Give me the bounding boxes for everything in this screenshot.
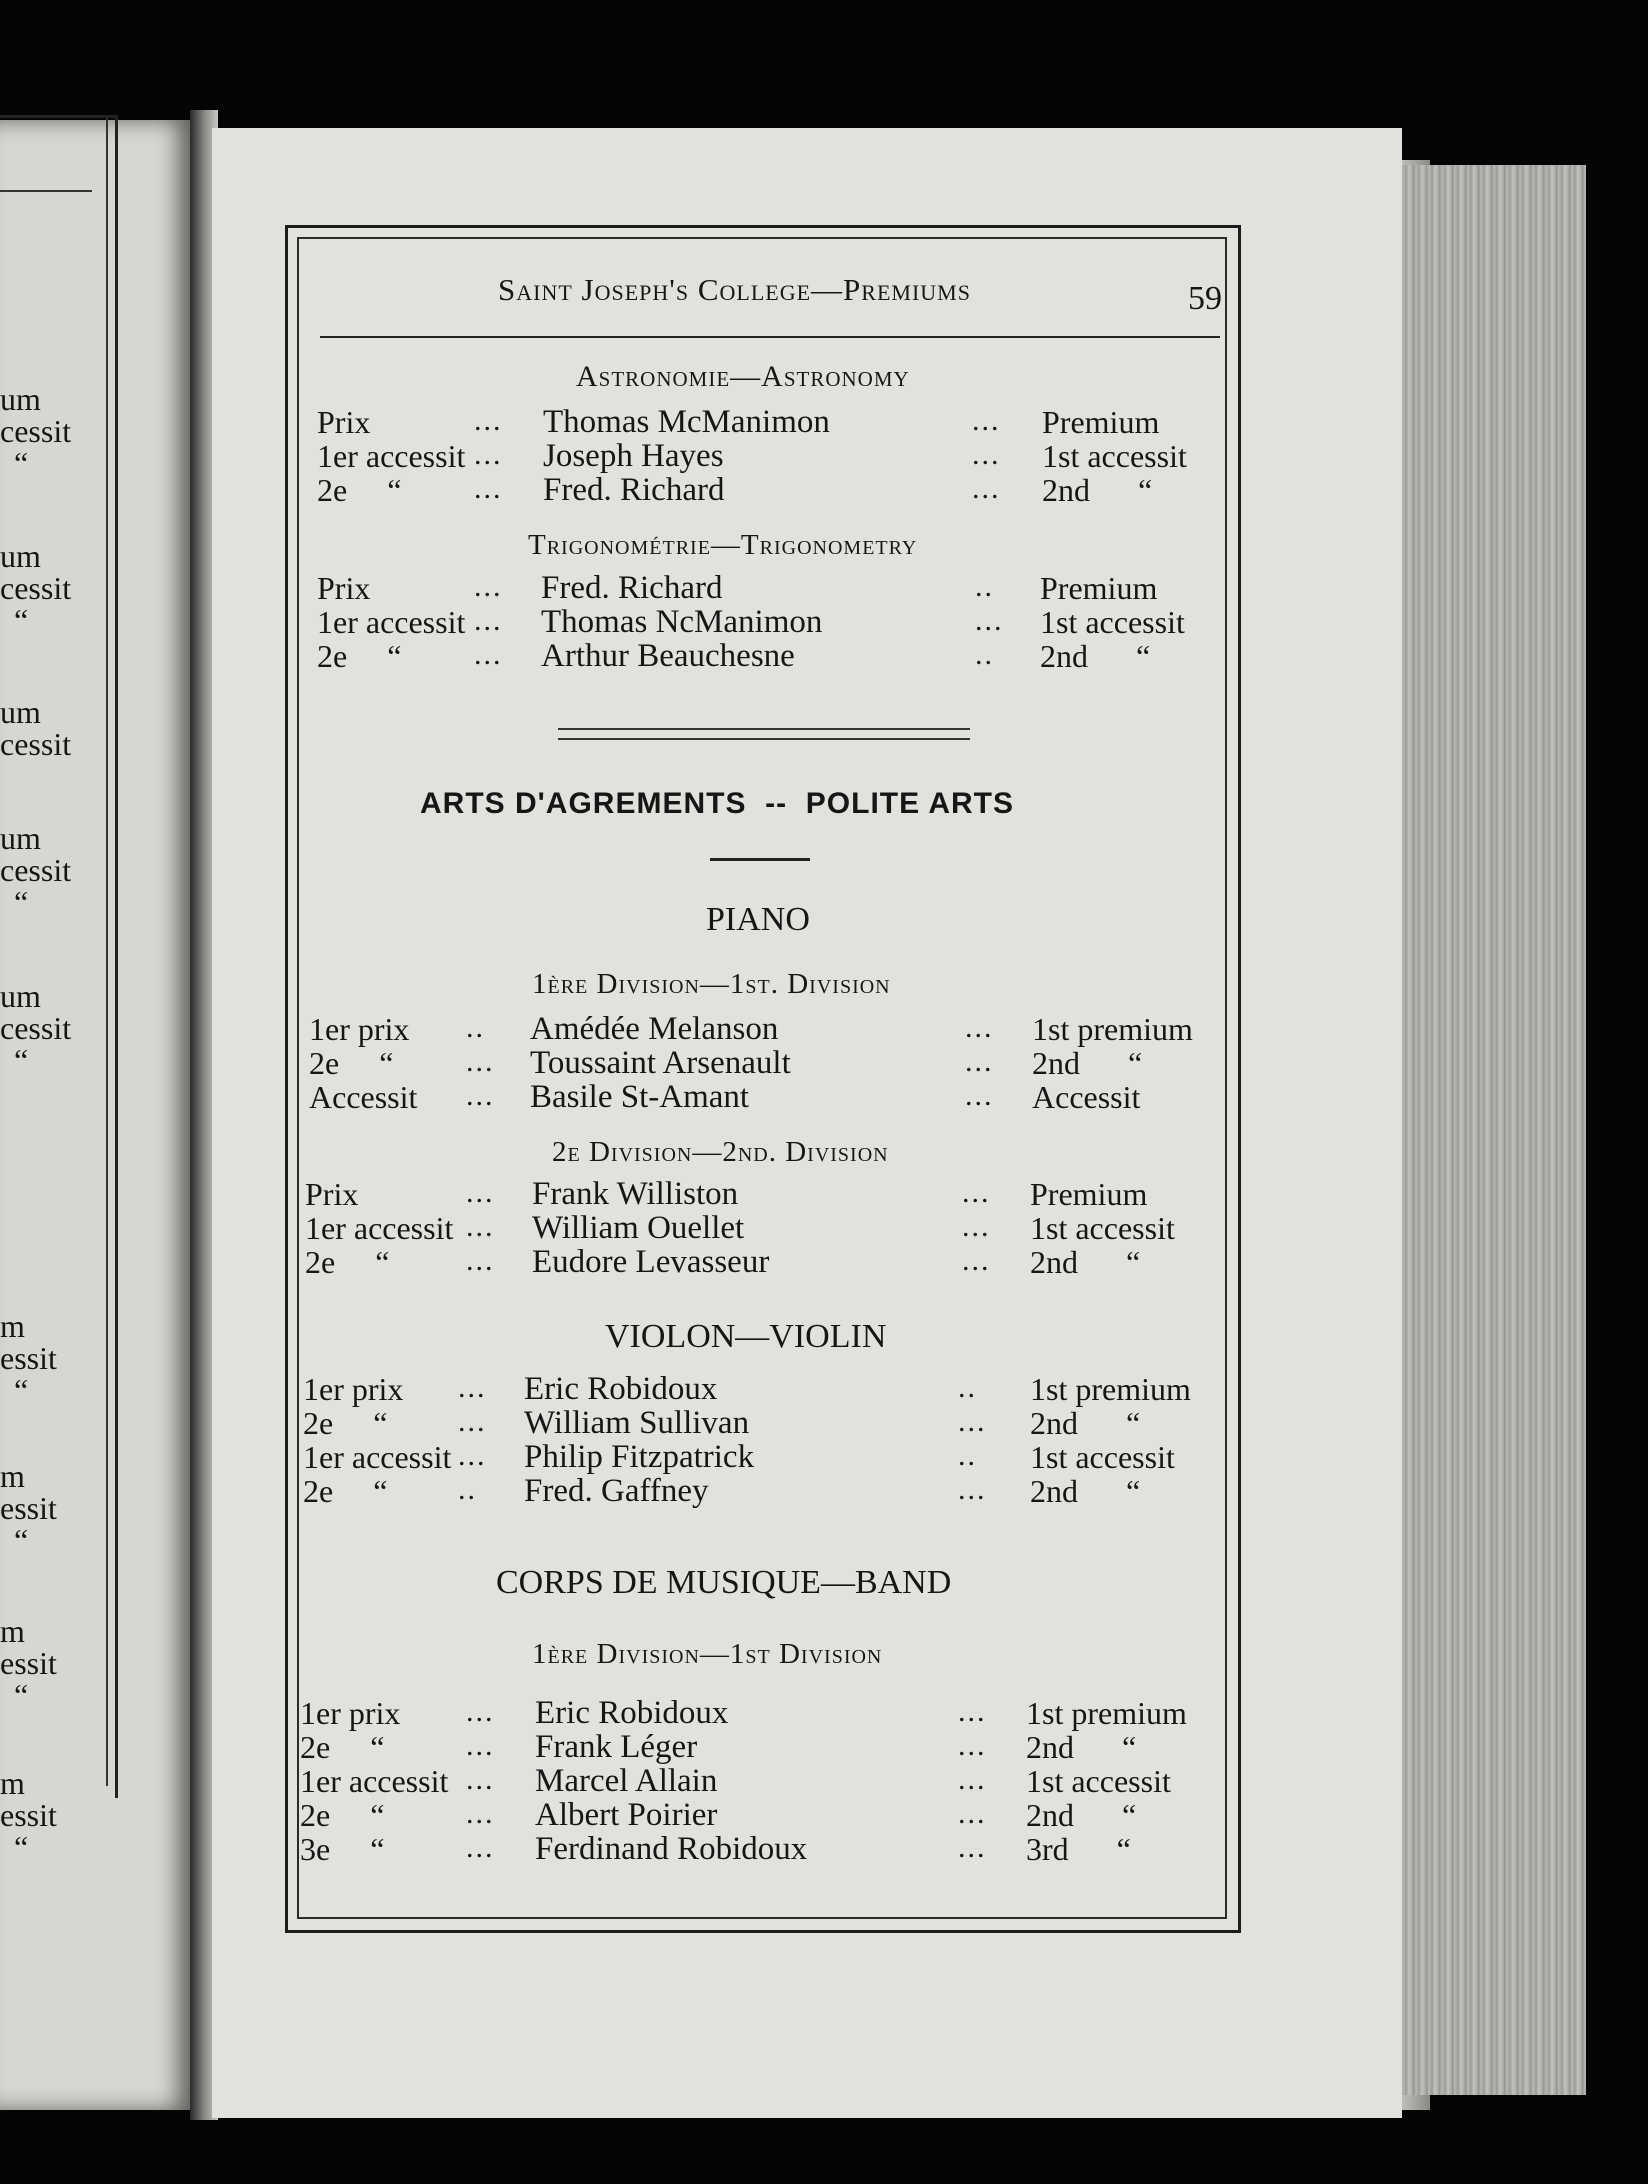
astronomy-heading: Astronomie—Astronomy [576, 360, 910, 393]
award-rank: 1st accessit [1040, 604, 1185, 640]
leader-dots: ... [466, 1079, 495, 1112]
award-label: Prix [317, 570, 371, 606]
award-rank: 2nd “ [1026, 1797, 1137, 1833]
leader-dots: ... [972, 472, 1001, 505]
award-label: 2e “ [317, 638, 402, 674]
award-label: 1er accessit [317, 438, 466, 474]
leader-dots: ... [474, 438, 503, 471]
piano-division-2-heading: 2e Division—2nd. Division [552, 1136, 889, 1168]
left-page-fragment: m [0, 1308, 25, 1344]
winner-name: Thomas NcManimon [541, 604, 823, 640]
award-rank: Premium [1042, 404, 1160, 440]
leader-dots: ... [962, 1210, 991, 1243]
award-label: 2e “ [317, 472, 402, 508]
award-rank: 2nd “ [1026, 1729, 1137, 1765]
leader-dots: ... [474, 604, 503, 637]
winner-name: Eudore Levasseur [532, 1244, 770, 1280]
award-label: 2e “ [303, 1473, 388, 1509]
award-label: 1er prix [303, 1371, 404, 1407]
winner-name: William Sullivan [524, 1405, 750, 1441]
piano-heading: PIANO [706, 901, 810, 938]
left-page-fragment: cessit [0, 570, 72, 606]
award-label: 2e “ [303, 1405, 388, 1441]
left-page-fragment: m [0, 1765, 25, 1801]
award-label: 1er prix [300, 1695, 401, 1731]
winner-name: Fred. Richard [543, 472, 725, 508]
leader-dots: ... [958, 1797, 987, 1830]
leader-dots: .. [958, 1371, 977, 1404]
piano-division-1-heading: 1ère Division—1st. Division [532, 968, 891, 1000]
left-page-fragment: “ [14, 1829, 29, 1865]
leader-dots: ... [958, 1763, 987, 1796]
leader-dots: ... [474, 638, 503, 671]
award-label: 3e “ [300, 1831, 385, 1867]
winner-name: Frank Williston [532, 1176, 739, 1212]
left-page-fragment: “ [14, 1677, 29, 1713]
violin-heading: VIOLON—VIOLIN [605, 1318, 887, 1355]
leader-dots: ... [474, 570, 503, 603]
left-page-fragment: um [0, 538, 41, 574]
winner-name: Arthur Beauchesne [541, 638, 795, 674]
leader-dots: ... [466, 1244, 495, 1277]
divider-rule-top [558, 728, 970, 730]
award-rank: 2nd “ [1030, 1405, 1141, 1441]
left-page-fragment: cessit [0, 413, 72, 449]
winner-name: Fred. Gaffney [524, 1473, 709, 1509]
left-page-fragment: um [0, 694, 41, 730]
winner-name: Frank Léger [535, 1729, 698, 1765]
leader-dots: ... [466, 1210, 495, 1243]
award-label: 2e “ [309, 1045, 394, 1081]
award-label: 1er accessit [317, 604, 466, 640]
leader-dots: ... [958, 1695, 987, 1728]
left-page-fragment: cessit [0, 1010, 72, 1046]
divider-rule-bottom [558, 738, 970, 740]
award-rank: 2nd “ [1030, 1473, 1141, 1509]
leader-dots: ... [975, 604, 1004, 637]
award-label: 1er accessit [303, 1439, 452, 1475]
leader-dots: ... [965, 1045, 994, 1078]
award-rank: 1st accessit [1030, 1210, 1175, 1246]
leader-dots: ... [466, 1176, 495, 1209]
award-label: Prix [305, 1176, 359, 1212]
winner-name: Marcel Allain [535, 1763, 718, 1799]
leader-dots: ... [466, 1729, 495, 1762]
header-rule [320, 336, 1220, 338]
left-page-fragment: m [0, 1613, 25, 1649]
leader-dots: ... [466, 1797, 495, 1830]
leader-dots: .. [458, 1473, 477, 1506]
left-page-fragment: “ [14, 884, 29, 920]
winner-name: Basile St-Amant [530, 1079, 750, 1115]
award-rank: 1st premium [1026, 1695, 1187, 1731]
leader-dots: ... [458, 1371, 487, 1404]
leader-dots: ... [474, 472, 503, 505]
left-page-fragment: cessit [0, 726, 72, 762]
award-rank: 2nd “ [1032, 1045, 1143, 1081]
winner-name: Albert Poirier [535, 1797, 718, 1833]
leader-dots: ... [474, 404, 503, 437]
leader-dots: ... [458, 1405, 487, 1438]
left-page-fragment: “ [14, 1042, 29, 1078]
winner-name: William Ouellet [532, 1210, 745, 1246]
award-rank: Premium [1040, 570, 1158, 606]
leader-dots: ... [972, 438, 1001, 471]
leader-dots: ... [958, 1831, 987, 1864]
leader-dots: ... [466, 1045, 495, 1078]
award-rank: 2nd “ [1030, 1244, 1141, 1280]
left-page-fragment: m [0, 1458, 25, 1494]
section-rule [710, 858, 810, 861]
winner-name: Toussaint Arsenault [530, 1045, 791, 1081]
award-label: 1er accessit [300, 1763, 449, 1799]
award-rank: 2nd “ [1040, 638, 1151, 674]
left-page-fragment: um [0, 381, 41, 417]
leader-dots: ... [466, 1763, 495, 1796]
left-page-fragment: “ [14, 445, 29, 481]
winner-name: Joseph Hayes [543, 438, 724, 474]
left-page-fragment: essit [0, 1340, 57, 1376]
trigonometry-heading: Trigonométrie—Trigonometry [528, 529, 918, 561]
winner-name: Amédée Melanson [530, 1011, 779, 1047]
award-label: Accessit [309, 1079, 418, 1115]
award-rank: 1st premium [1030, 1371, 1191, 1407]
winner-name: Philip Fitzpatrick [524, 1439, 755, 1475]
left-page-fragment: um [0, 978, 41, 1014]
section-heading: ARTS D'AGREMENTS -- POLITE ARTS [420, 787, 1015, 820]
left-page-fragment: essit [0, 1645, 57, 1681]
award-rank: Premium [1030, 1176, 1148, 1212]
running-header: Saint Joseph's College—Premiums [498, 272, 971, 307]
leader-dots: ... [958, 1729, 987, 1762]
award-label: 2e “ [300, 1797, 385, 1833]
winner-name: Thomas McManimon [543, 404, 830, 440]
award-rank: 3rd “ [1026, 1831, 1131, 1867]
left-page-fragment: essit [0, 1797, 57, 1833]
left-page-fragment: “ [14, 602, 29, 638]
left-page-fragment: “ [14, 1522, 29, 1558]
award-rank: Accessit [1032, 1079, 1141, 1115]
leader-dots: ... [965, 1011, 994, 1044]
leader-dots: ... [458, 1439, 487, 1472]
award-label: 1er prix [309, 1011, 410, 1047]
award-rank: 1st accessit [1042, 438, 1187, 474]
left-page-fragment: “ [14, 1372, 29, 1408]
leader-dots: ... [466, 1695, 495, 1728]
band-division-1-heading: 1ère Division—1st Division [532, 1638, 883, 1670]
award-rank: 2nd “ [1042, 472, 1153, 508]
page-edges [1400, 165, 1586, 2095]
page-number: 59 [1188, 280, 1222, 317]
leader-dots: ... [958, 1473, 987, 1506]
award-rank: 1st accessit [1026, 1763, 1171, 1799]
winner-name: Eric Robidoux [535, 1695, 729, 1731]
leader-dots: ... [958, 1405, 987, 1438]
leader-dots: ... [965, 1079, 994, 1112]
winner-name: Ferdinand Robidoux [535, 1831, 808, 1867]
leader-dots: .. [958, 1439, 977, 1472]
leader-dots: .. [975, 638, 994, 671]
award-rank: 1st accessit [1030, 1439, 1175, 1475]
award-rank: 1st premium [1032, 1011, 1193, 1047]
left-page-header-rule [0, 190, 92, 192]
winner-name: Eric Robidoux [524, 1371, 718, 1407]
award-label: Prix [317, 404, 371, 440]
left-page-fragment: cessit [0, 852, 72, 888]
band-heading: CORPS DE MUSIQUE—BAND [496, 1564, 952, 1601]
left-page-fragment: um [0, 820, 41, 856]
award-label: 1er accessit [305, 1210, 454, 1246]
award-label: 2e “ [300, 1729, 385, 1765]
winner-name: Fred. Richard [541, 570, 723, 606]
left-page-fragment: essit [0, 1490, 57, 1526]
leader-dots: .. [975, 570, 994, 603]
leader-dots: .. [466, 1011, 485, 1044]
leader-dots: ... [466, 1831, 495, 1864]
award-label: 2e “ [305, 1244, 390, 1280]
leader-dots: ... [962, 1244, 991, 1277]
leader-dots: ... [962, 1176, 991, 1209]
leader-dots: ... [972, 404, 1001, 437]
